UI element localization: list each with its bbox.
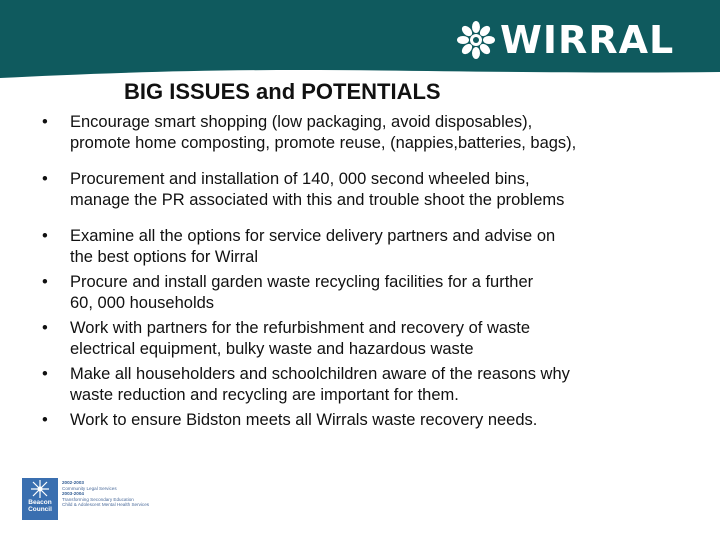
beacon-name <box>23 499 57 513</box>
beacon-award-text: Community Legal Services <box>62 485 117 491</box>
bullet-line: promote home composting, promote reuse, (nappies,batteries, bags), <box>70 134 577 152</box>
bullet-dot: • <box>42 319 48 337</box>
beacon-council-logo <box>22 478 162 522</box>
bullet-line: the best options for Wirral <box>70 248 258 266</box>
list-item <box>40 112 710 154</box>
bullet-line: 60, 000 households <box>70 294 215 312</box>
beacon-award-text: Child & Adolescent Mental Health Services <box>62 502 150 508</box>
bullet-line: Procurement and installation of 140, 000 second wheeled bins, <box>70 170 530 188</box>
list-item <box>40 169 710 211</box>
list-item <box>40 364 710 406</box>
bullet-dot: • <box>42 273 48 291</box>
bullet-line: Make all householders and schoolchildren aware of the reasons why <box>70 365 570 383</box>
bullet-dot: • <box>42 170 48 188</box>
bullet-dot: • <box>42 411 48 429</box>
beacon-name-line: Council <box>28 506 52 513</box>
header-band <box>0 0 720 78</box>
bullet-dot: • <box>42 113 48 131</box>
bullet-line: Procure and install garden waste recycling facilities for a further <box>70 273 534 291</box>
page-title: BIG ISSUES and POTENTIALS <box>124 79 441 104</box>
beacon-badge <box>22 478 58 520</box>
logo-text: WIRRAL <box>500 18 675 62</box>
beacon-star-icon <box>22 478 58 500</box>
list-item <box>40 410 710 431</box>
beacon-award-year: 2002-2003 <box>62 480 84 485</box>
wirral-flower-icon <box>456 20 496 60</box>
bullet-list <box>40 112 710 431</box>
list-item <box>40 226 710 268</box>
bullet-line: Encourage smart shopping (low packaging, avoid disposables), <box>70 113 533 131</box>
bullet-dot: • <box>42 227 48 245</box>
list-item <box>40 318 710 360</box>
list-item <box>40 272 710 314</box>
bullet-line: waste reduction and recycling are important for them. <box>70 386 459 404</box>
bullet-line: electrical equipment, bulky waste and hazardous waste <box>70 340 474 358</box>
beacon-name-line: Beacon <box>28 499 52 506</box>
beacon-awards <box>62 480 172 508</box>
bullet-line: Work to ensure Bidston meets all Wirrals waste recovery needs. <box>70 411 538 429</box>
bullet-line: Work with partners for the refurbishment and recovery of waste <box>70 319 531 337</box>
beacon-award-text: Transforming Secondary Education <box>62 496 134 502</box>
bullet-dot: • <box>42 365 48 383</box>
bullet-line: manage the PR associated with this and trouble shoot the problems <box>70 191 565 209</box>
bullet-line: Examine all the options for service delivery partners and advise on <box>70 227 556 245</box>
wirral-logo <box>456 18 674 62</box>
beacon-award-year: 2003-2004 <box>62 491 84 497</box>
